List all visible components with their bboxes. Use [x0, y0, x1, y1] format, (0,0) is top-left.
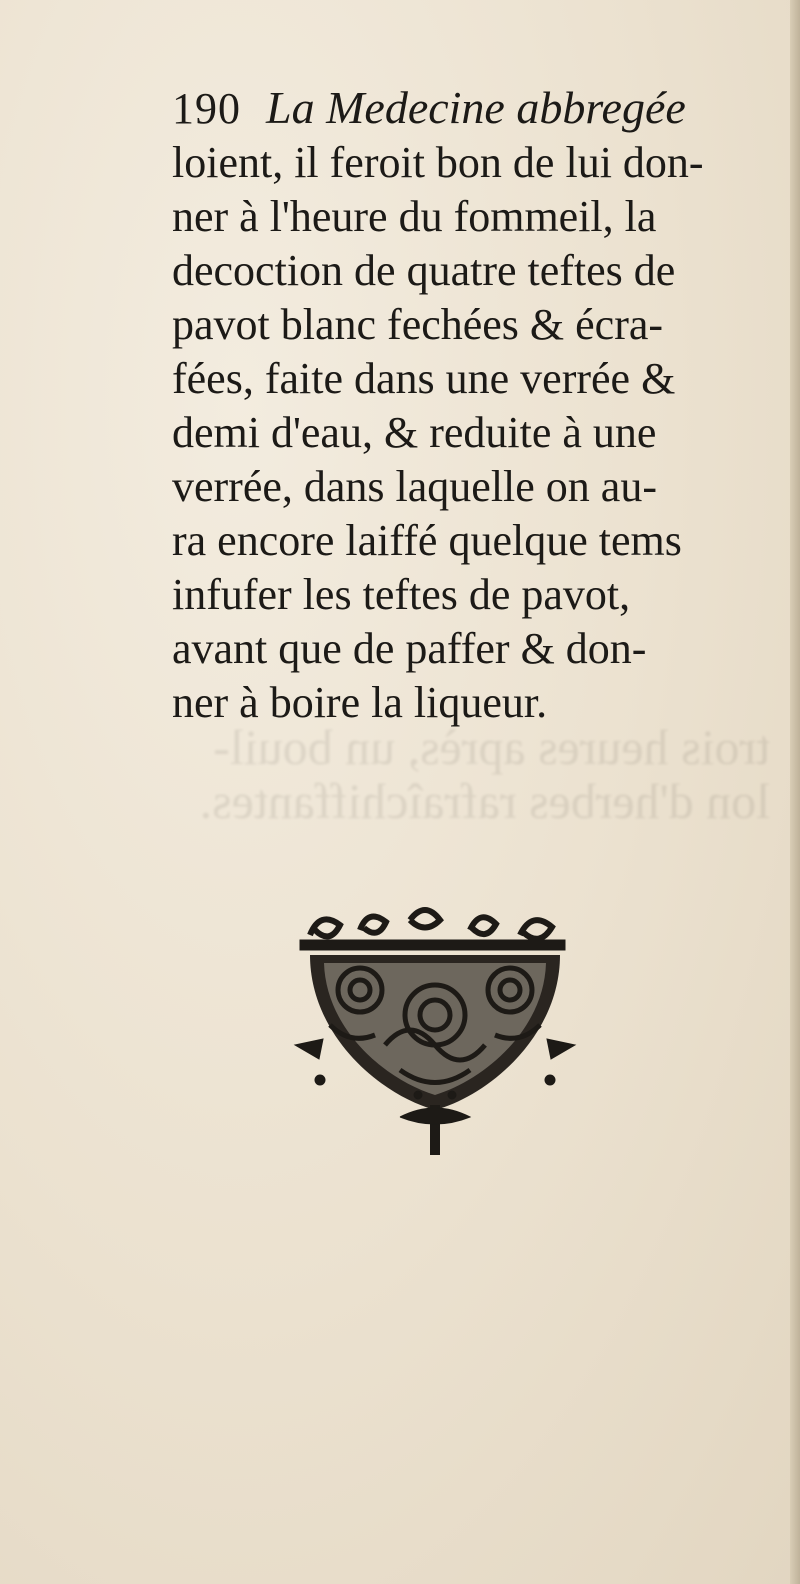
text-line: fées, faite dans une verrée &	[172, 354, 676, 403]
text-line: ner à l'heure du fommeil, la	[172, 192, 657, 241]
printers-fleuron-icon	[290, 895, 580, 1160]
text-line: verrée, dans laquelle on au-	[172, 462, 657, 511]
text-line: avant que de paffer & don-	[172, 624, 647, 673]
show-through-text: trois heures après, un bouil- lon d'herbes rafraîchiffantes.	[199, 719, 770, 829]
page-number: 190	[172, 84, 241, 133]
text-line: decoction de quatre teftes de	[172, 246, 676, 295]
text-line: ner à boire la liqueur.	[172, 678, 548, 727]
running-title: La Medecine abbregée	[266, 82, 686, 133]
text-line: ra encore laiffé quelque tems	[172, 516, 682, 565]
body-text	[172, 136, 772, 730]
text-line: infufer les teftes de pavot,	[172, 570, 631, 619]
page-header	[172, 78, 772, 138]
text-line: pavot blanc fechées & écra-	[172, 300, 664, 349]
page-edge	[790, 0, 800, 1584]
text-line: loient, il feroit bon de lui don-	[172, 138, 704, 187]
text-line: demi d'eau, & reduite à une	[172, 408, 657, 457]
